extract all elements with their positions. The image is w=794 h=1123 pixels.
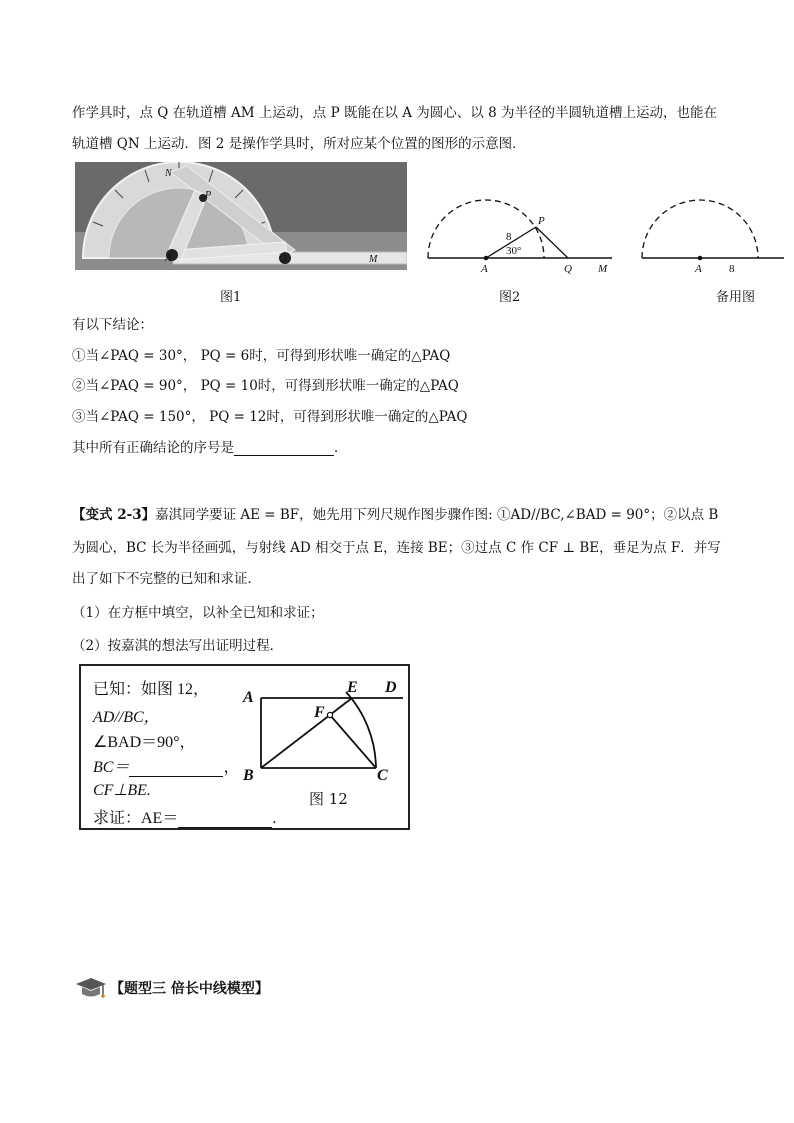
answer-question	[72, 436, 348, 456]
box-prove-label: 求证：AE＝	[93, 810, 179, 827]
photo-label-m: M	[369, 254, 378, 265]
box-line-6	[93, 805, 276, 828]
fig12-label-f: F	[314, 704, 325, 721]
answer-question-text: 其中所有正确结论的序号是	[72, 440, 234, 456]
variant-sub-2: （2）按嘉淇的想法写出证明过程．	[72, 638, 284, 654]
conclusion-1: ①当∠PAQ = 30°， PQ = 6时，可得到形状唯一确定的△PAQ	[72, 348, 451, 364]
variant-line-2: 为圆心，BC 长为半径画弧，与射线 AD 相交于点 E，连接 BE；③过点 C 作 CF ⊥ BE，垂足为点 F．并写	[72, 540, 721, 556]
variant-line-3: 出了如下不完整的已知和求证．	[72, 571, 261, 587]
conclusions-intro: 有以下结论：	[72, 317, 153, 333]
spare-label-a: A	[695, 263, 702, 275]
spare-figure-diagram	[638, 190, 788, 280]
box-line-4	[93, 754, 239, 777]
variant-sub-1: （1）在方框中填空，以补全已知和求证；	[72, 605, 324, 621]
figure-2-diagram	[426, 190, 616, 280]
photo-label-n: N	[165, 168, 172, 179]
box-prove-blank[interactable]	[178, 812, 272, 828]
fig12-label-a: A	[243, 689, 254, 706]
figure-2-caption: 图2	[499, 290, 521, 305]
photo-label-a: A	[165, 253, 172, 264]
box-prove-end: .	[272, 810, 277, 827]
spare-figure-caption: 备用图	[716, 290, 756, 305]
photo-label-q: Q	[279, 254, 287, 265]
answer-blank[interactable]	[234, 441, 334, 456]
box-line-3: ∠BAD＝90°，	[93, 734, 196, 751]
variant-line-1-text: 嘉淇同学要证 AE = BF，她先用下列尺规作图步骤作图: ①AD//BC,∠BAD = 90°；②以点 B	[155, 507, 719, 523]
box-line-5: CF⊥BE.	[93, 782, 151, 799]
fig2-label-m: M	[598, 263, 608, 275]
given-and-prove-box	[79, 664, 410, 830]
answer-question-end: ．	[334, 440, 348, 456]
box-bc-label: BC＝	[93, 759, 130, 776]
fig12-label-e: E	[347, 679, 358, 696]
fig2-label-p: P	[538, 215, 545, 227]
figure-12-caption: 图 12	[309, 790, 348, 808]
fig12-label-d: D	[385, 679, 397, 696]
conclusion-3: ③当∠PAQ = 150°， PQ = 12时，可得到形状唯一确定的△PAQ	[72, 409, 468, 425]
fig2-side-label: 8	[506, 231, 512, 243]
box-line-1: 已知：如图 12，	[93, 681, 210, 698]
box-bc-blank[interactable]	[129, 761, 223, 777]
variant-line-1	[72, 503, 718, 523]
section-3-title: 【题型三 倍长中线模型】	[110, 981, 269, 997]
intro-line-2: 轨道槽 QN 上运动．图 2 是操作学具时，所对应某个位置的图形的示意图．	[72, 136, 526, 152]
fig2-label-a: A	[481, 263, 488, 275]
photo-label-p: P	[205, 190, 212, 201]
fig12-label-b: B	[243, 767, 254, 784]
figure-12-diagram	[239, 672, 409, 792]
fig2-angle-label: 30°	[506, 245, 522, 257]
box-bc-end: ，	[223, 759, 240, 776]
graduation-cap-icon	[74, 976, 108, 1000]
fig2-label-q: Q	[564, 263, 572, 275]
intro-line-1: 作学具时，点 Q 在轨道槽 AM 上运动，点 P 既能在以 A 为圆心、以 8 为半径的半圆轨道槽上运动，也能在	[72, 105, 717, 121]
figure-1-caption: 图1	[220, 290, 242, 305]
figure-1-photo	[75, 162, 407, 270]
spare-label-len: 8	[729, 263, 735, 275]
variant-tag: 【变式 2-3】	[72, 507, 156, 523]
conclusion-2: ②当∠PAQ = 90°， PQ = 10时，可得到形状唯一确定的△PAQ	[72, 378, 459, 394]
fig12-label-c: C	[377, 767, 388, 784]
box-line-2: AD//BC，	[93, 709, 160, 726]
